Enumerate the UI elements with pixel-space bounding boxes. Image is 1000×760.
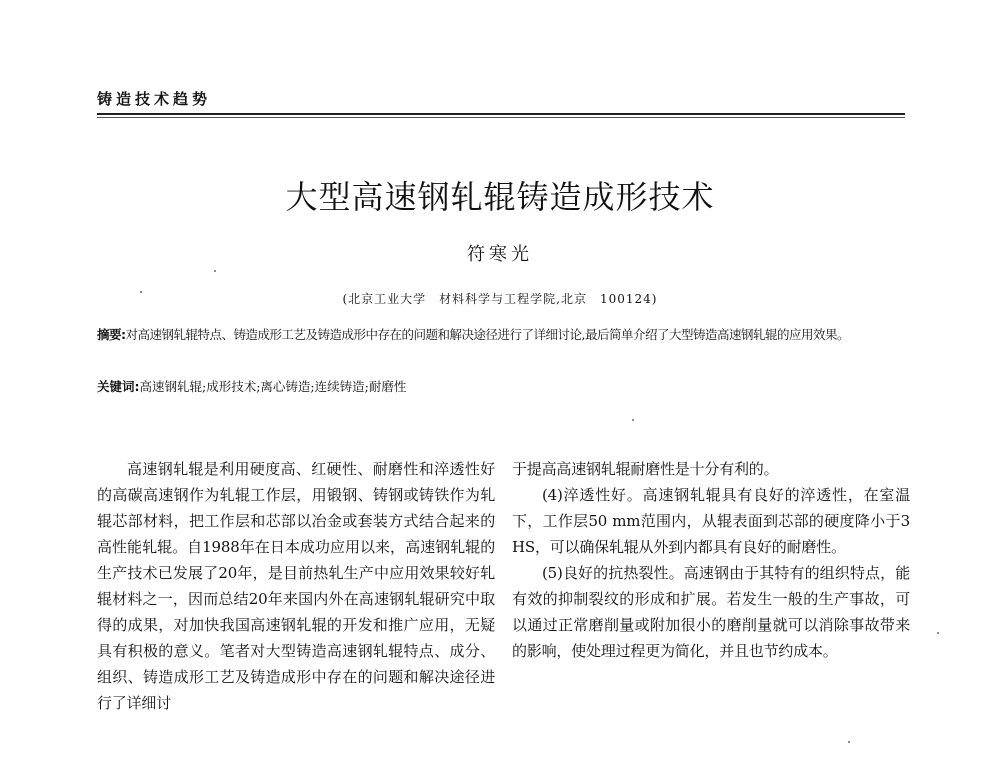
paragraph-thermal-crack: (5)良好的抗热裂性。高速钢由于其特有的组织特点，能有效的抑制裂纹的形成和扩展。若发生一般的生产事故，可以通过正常磨削量或附加很小的磨削量就可以消除事故带来的影响，使处理过程更为简化，并且也节约成本。 [512,564,910,660]
journal-section-header: 铸造技术趋势 [97,90,212,108]
scan-speck [214,270,216,272]
scan-speck [140,291,142,293]
keywords-text: 高速钢轧辊;成形技术;离心铸造;连续铸造;耐磨性 [139,379,407,394]
continued-paragraph: 于提高高速钢轧辊耐磨性是十分有利的。 [512,460,779,478]
article-author: 符寒光 [467,244,533,265]
keywords [97,377,905,397]
author-affiliation: (北京工业大学 材料科学与工程学院,北京 100124) [342,292,658,306]
paragraph-hardenability: (4)淬透性好。高速钢轧辊具有良好的淬透性，在室温下，工作层50 mm范围内，从辊表面到芯部的硬度降小于3 HS，可以确保轧辊从外到内都具有良好的耐磨性。 [512,486,910,556]
scan-speck [848,741,850,743]
keywords-label: 关键词: [97,379,140,394]
abstract-label: 摘要: [97,327,126,342]
header-rule-thin [97,117,905,118]
scan-speck [937,632,939,634]
abstract [97,323,905,346]
abstract-text: 对高速钢轧辊特点、铸造成形工艺及铸造成形中存在的问题和解决途径进行了详细讨论,最后简单介绍了大型铸造高速钢轧辊的应用效果。 [125,327,849,342]
scan-speck [632,419,634,421]
body-column-right [512,456,910,664]
intro-paragraph: 高速钢轧辊是利用硬度高、红硬性、耐磨性和淬透性好的高碳高速钢作为轧辊工作层，用锻钢、铸钢或铸铁作为轧辊芯部材料，把工作层和芯部以冶金或套装方式结合起来的高性能轧辊。自1988年在日本成功应用以来，高速钢轧辊的生产技术已发展了20年，是目前热轧生产中应用效果较好轧辊材料之一，因而总结20年来国内外在高速钢轧辊研究中取得的成果，对加快我国高速钢轧辊的开发和推广应用，无疑具有积极的意义。笔者对大型铸造高速钢轧辊特点、成分、组织、铸造成形工艺及铸造成形中存在的问题和解决途径进行了详细讨 [97,460,495,712]
article-title: 大型高速钢轧辊铸造成形技术 [285,178,715,216]
header-rule [97,113,905,115]
body-column-left [97,456,495,716]
